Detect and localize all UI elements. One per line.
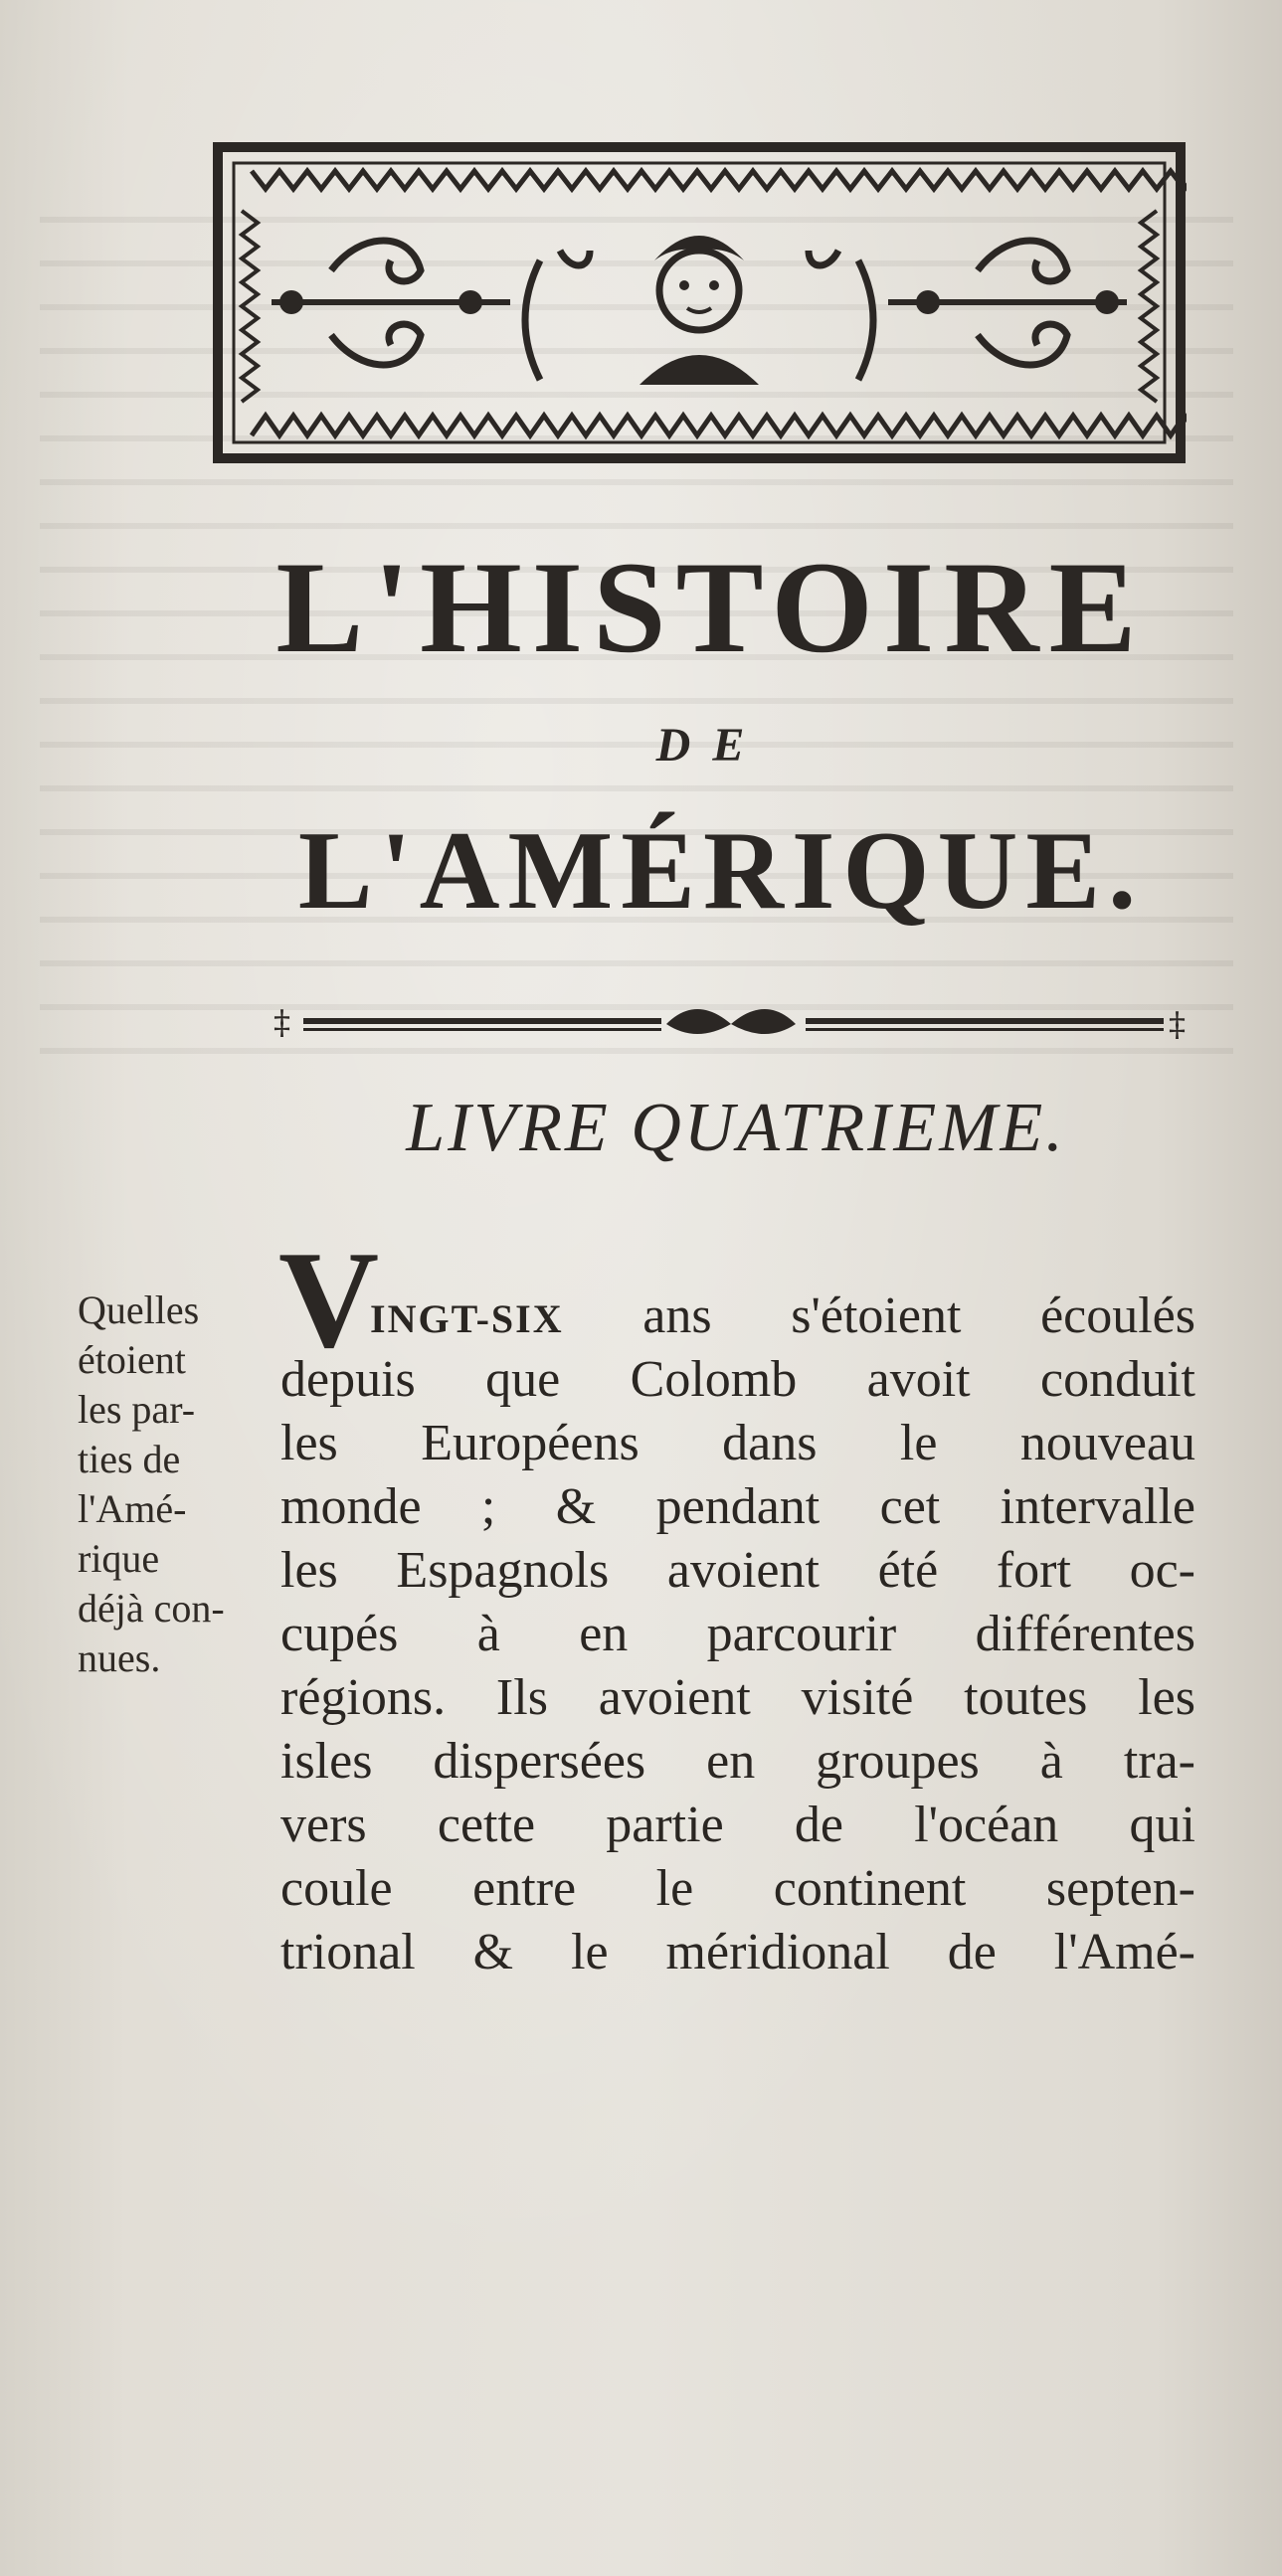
chapter-heading: LIVRE QUATRIEME. — [406, 1090, 1066, 1166]
body-line: régions. Ils avoient visité toutes les — [280, 1669, 1195, 1726]
margin-line: Quelles — [78, 1288, 200, 1332]
margin-line: nues. — [78, 1635, 161, 1680]
body-line — [280, 1285, 1195, 1348]
body-line: vers cette partie de l'océan qui — [280, 1797, 1195, 1853]
margin-line: ties de — [78, 1437, 181, 1481]
svg-text:‡: ‡ — [1169, 1005, 1186, 1045]
small-caps-opening: INGT-SIX — [370, 1296, 564, 1341]
body-line: coule entre le continent septen- — [280, 1860, 1195, 1917]
margin-line: étoient — [78, 1337, 186, 1382]
ornamental-headpiece — [212, 141, 1187, 464]
book-title: L'HISTOIRE — [275, 534, 1147, 680]
body-line: isles dispersées en groupes à tra- — [280, 1733, 1195, 1790]
body-line: depuis que Colomb avoit conduit — [280, 1351, 1195, 1408]
ornamental-rule — [274, 994, 1193, 1056]
body-line: les Espagnols avoient été fort oc- — [280, 1542, 1195, 1599]
body-line: cupés à en parcourir différentes — [280, 1606, 1195, 1662]
book-subject-title: L'AMÉRIQUE. — [297, 809, 1145, 933]
margin-line: rique — [78, 1536, 160, 1581]
body-line: monde ; & pendant cet intervalle — [280, 1478, 1195, 1535]
drop-cap: V — [278, 1223, 380, 1377]
svg-text:‡: ‡ — [274, 1003, 290, 1043]
body-line-text: ans s'étoient écoulés — [642, 1288, 1195, 1344]
body-line: trional & le méridional de l'Amé- — [280, 1924, 1195, 1980]
body-paragraph — [280, 1285, 1195, 1984]
margin-line: les par- — [78, 1387, 196, 1432]
margin-line: déjà con- — [78, 1586, 225, 1631]
body-line: les Européens dans le nouveau — [280, 1415, 1195, 1471]
margin-line: l'Amé- — [78, 1486, 187, 1531]
title-preposition: DE — [655, 719, 767, 772]
marginal-note — [78, 1286, 276, 1683]
